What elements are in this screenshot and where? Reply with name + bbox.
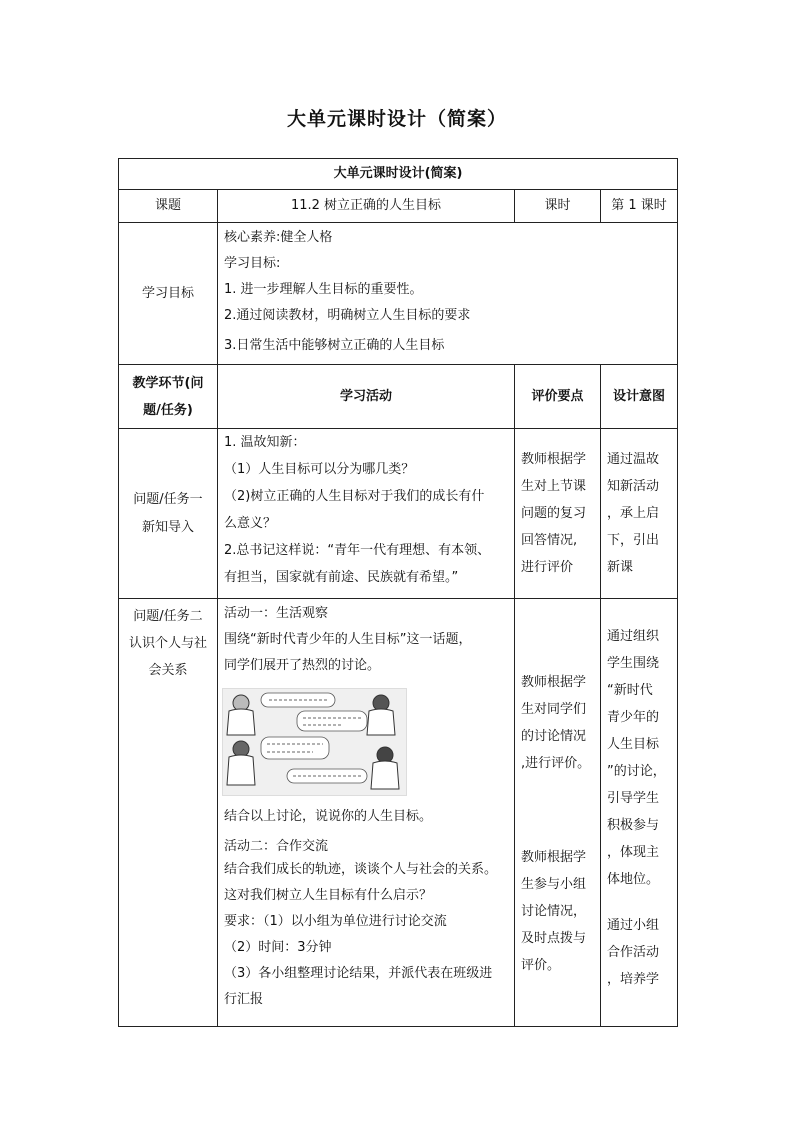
task1-activity-line: 有担当，国家就有前途、民族就有希望。” <box>224 570 459 585</box>
task2-eval-line: 的讨论情况 <box>521 729 587 744</box>
task1-intent-line: 通过温故 <box>607 452 660 467</box>
task1-eval-line: 进行评价 <box>521 560 574 575</box>
task1-activity-line: 么意义？ <box>224 516 277 531</box>
task1-intent-line: 新课 <box>607 560 634 575</box>
task2-eval-line: 生对同学们 <box>521 702 587 717</box>
goals-line: 1. 进一步理解人生目标的重要性。 <box>224 282 423 297</box>
goals-label: 学习目标 <box>119 223 218 365</box>
task2-activity-line: 活动二：合作交流 <box>224 839 329 854</box>
task2-eval-line: 评价。 <box>521 958 561 973</box>
column-step-line: 题/任务) <box>143 402 193 418</box>
column-intent-header: 设计意图 <box>601 365 678 429</box>
task2-label-line: 问题/任务二 <box>133 609 203 624</box>
task2-intent-line: 青少年的 <box>607 710 660 725</box>
task2-activity-line: 结合以上讨论，说说你的人生目标。 <box>224 809 433 824</box>
document-title: 大单元课时设计（简案） <box>286 108 507 130</box>
topic-value: 11.2 树立正确的人生目标 <box>218 190 515 223</box>
task2-eval-line: 教师根据学 <box>521 675 587 690</box>
task2-activity-line: 要求：（1）以小组为单位进行讨论交流 <box>224 914 447 929</box>
task2-intent-line: 通过小组 <box>607 918 660 933</box>
column-evaluation-header: 评价要点 <box>515 365 601 429</box>
task2-label-line: 会关系 <box>148 663 188 678</box>
goals-line: 学习目标: <box>224 256 281 271</box>
task2-intent-line: ，体现主 <box>607 845 660 860</box>
task2-eval-line: 及时点拨与 <box>521 931 587 946</box>
task1-intent-line: 下，引出 <box>607 533 660 548</box>
task2-activity-line: 结合我们成长的轨迹，谈谈个人与社会的关系。 <box>224 862 498 877</box>
task1-activity-line: 1. 温故知新： <box>224 435 306 450</box>
task2-intent-line: 人生目标 <box>607 737 660 752</box>
task2-label <box>119 599 218 1027</box>
topic-label: 课题 <box>119 190 218 223</box>
table-header: 大单元课时设计(简案) <box>119 159 678 190</box>
goals-content <box>218 223 678 365</box>
task1-eval-line: 教师根据学 <box>521 452 587 467</box>
discussion-illustration <box>222 688 407 796</box>
goals-line: 3.日常生活中能够树立正确的人生目标 <box>224 338 445 353</box>
task2-eval-line: 生参与小组 <box>521 877 587 892</box>
task2-label-line: 认识个人与社 <box>128 636 207 651</box>
task2-intent-line: 引导学生 <box>607 791 660 806</box>
column-step-line: 教学环节(问 <box>132 375 204 391</box>
task2-eval-line: 讨论情况， <box>521 904 587 919</box>
task2-intent <box>601 599 678 1027</box>
task1-label-line: 新知导入 <box>141 519 194 535</box>
task1-activity-line: （1）人生目标可以分为哪几类？ <box>224 462 415 477</box>
task2-eval-line: ,进行评价。 <box>521 756 591 771</box>
task1-label-line: 问题/任务一 <box>133 491 203 507</box>
task2-activity-line: 同学们展开了热烈的讨论。 <box>224 658 381 673</box>
task2-intent-line: 通过组织 <box>607 629 660 644</box>
task1-intent <box>601 429 678 599</box>
task1-intent-line: 知新活动 <box>607 479 660 494</box>
task2-intent-line: 学生围绕 <box>607 656 660 671</box>
task2-intent-line: 积极参与 <box>607 818 660 833</box>
lesson-plan-table <box>118 158 678 1027</box>
goals-line: 核心素养:健全人格 <box>224 230 333 245</box>
task2-intent-line: “新时代 <box>607 683 653 698</box>
task2-activity-line: 活动一：生活观察 <box>224 606 329 621</box>
period-label: 课时 <box>515 190 601 223</box>
column-activity-header: 学习活动 <box>218 365 515 429</box>
task1-activity-line: 2.总书记这样说：“青年一代有理想、有本领、 <box>224 543 491 558</box>
task2-eval-line: 教师根据学 <box>521 850 587 865</box>
task2-activity <box>218 599 515 1027</box>
task2-intent-line: 合作活动 <box>607 945 660 960</box>
task2-activity-line: （3）各小组整理讨论结果，并派代表在班级进 <box>224 966 493 981</box>
task1-row <box>119 429 678 599</box>
task2-evaluation <box>515 599 601 1027</box>
task2-intent-line: 体地位。 <box>607 872 660 887</box>
discussion-illustration-drawing <box>223 689 406 795</box>
task2-activity-line: （2）时间：3分钟 <box>224 940 332 955</box>
task1-intent-line: ，承上启 <box>607 506 660 521</box>
column-header-row <box>119 365 678 429</box>
task2-activity-line: 这对我们树立人生目标有什么启示？ <box>224 888 433 903</box>
task1-activity-line: （2)树立正确的人生目标对于我们的成长有什 <box>224 489 485 504</box>
task2-row <box>119 599 678 1027</box>
column-step-header <box>119 365 218 429</box>
task2-intent-line: ”的讨论， <box>607 764 666 779</box>
task1-evaluation <box>515 429 601 599</box>
task1-eval-line: 问题的复习 <box>521 506 587 521</box>
goals-line: 2.通过阅读教材，明确树立人生目标的要求 <box>224 308 471 323</box>
task2-intent-line: ，培养学 <box>607 972 660 987</box>
task2-activity-line: 围绕“新时代青少年的人生目标”这一话题， <box>224 632 472 647</box>
table-header-row <box>119 159 678 190</box>
period-value: 第 1 课时 <box>601 190 678 223</box>
task1-label <box>119 429 218 599</box>
task1-eval-line: 回答情况, <box>521 533 578 548</box>
task1-activity <box>218 429 515 599</box>
topic-row <box>119 190 678 223</box>
goals-row <box>119 223 678 365</box>
task1-eval-line: 生对上节课 <box>521 479 587 494</box>
task2-activity-line: 行汇报 <box>224 992 264 1007</box>
